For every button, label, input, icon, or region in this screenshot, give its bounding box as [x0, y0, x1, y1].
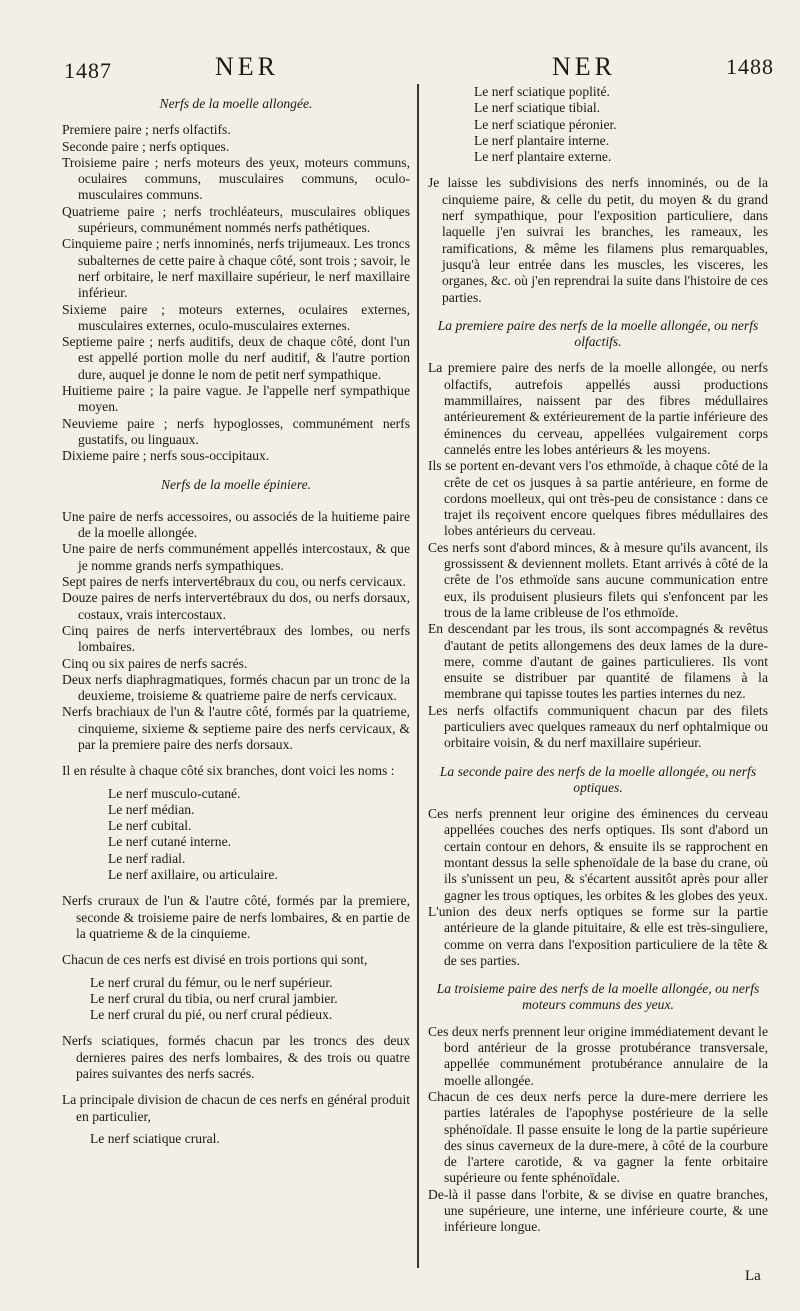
section-heading: Nerfs de la moelle allongée.	[159, 96, 313, 111]
spinal-entry: Nerfs brachiaux de l'un & l'autre côté, formés par la quatrieme, cinquieme, sixieme & septieme paire des nerfs cervicaux, & par la premiere paire des nerfs dorsaux.	[62, 704, 410, 752]
paragraph: Chacun de ces nerfs est divisé en trois portions qui sont,	[62, 952, 368, 968]
pair-entry: Troisieme paire ; nerfs moteurs des yeux, moteurs communs, oculaires communs, musculaires communs, oculo-musculaires communs.	[62, 154, 410, 203]
paragraph: Nerfs sciatiques, formés chacun par les troncs des deux dernieres paires des nerfs lombaires, & des trois ou quatre paires suivantes des nerfs sacrés.	[62, 1033, 410, 1082]
paragraph: Ces nerfs sont d'abord minces, & à mesure qu'ils avancent, ils grossissent & deviennent mollets. Etant arrivés à côté de la crête de l'os ethmoïde sans aucune communication entre eux, ils produisent plusieurs filets qui s'enfoncent par les trous de la lame cribleuse de l'os ethmoïde.	[428, 539, 768, 620]
list-item: Le nerf plantaire interne.	[474, 132, 610, 148]
page-number-left: 1487	[64, 58, 112, 83]
pair-entry: Dixieme paire ; nerfs sous-occipitaux.	[62, 448, 270, 464]
sciatic-first-list	[62, 1131, 410, 1147]
list-item: Le nerf plantaire externe.	[474, 149, 612, 165]
section-heading: La troisieme paire des nerfs de la moelle allongée, ou nerfs moteurs communs des yeux.	[436, 981, 760, 1013]
spinal-entry: Une paire de nerfs accessoires, ou associés de la huitieme paire de la moelle allongée.	[62, 508, 410, 541]
running-head-right: NER	[552, 52, 616, 81]
left-column	[62, 96, 410, 1147]
running-head-left: NER	[215, 52, 279, 81]
list-item: Le nerf crural du tibia, ou nerf crural jambier.	[90, 990, 338, 1006]
paragraph: Chacun de ces deux nerfs perce la dure-mere derriere les parties latérales de l'apophyse postérieure de la selle sphénoïdale. Il passe ensuite le long de la partie supérieure des sinus caverneux de la dure-mere, à côté de la courbure de l'artere carotide, & va gagner la fente orbitaire supérieure ou fente sphénoïdale.	[428, 1088, 768, 1186]
paragraph: Ils se portent en-devant vers l'os ethmoïde, à chaque côté de la crête de cet os jusques à sa partie antérieure, en forme de cordons moelleux, qui ont très-peu de consistance : dans ce trajet ils reçoivent encore quelques fibres médullaires des lobes antérieurs du cerveau.	[428, 458, 768, 539]
list-item: Le nerf cubital.	[108, 818, 192, 834]
list-item: Le nerf cutané interne.	[108, 834, 232, 850]
paragraph: Je laisse les subdivisions des nerfs innominés, ou de la cinquieme paire, & celle du petit, du moyen & du grand nerf sympathique, pour l'exposition particuliere, dans laquelle j'en suivrai les branches, les rameaux, les ramifications, & même les filamens plus remarquables, jusqu'à leur entrée dans les muscles, les visceres, les organes, &c. où j'en reprendrai la suite dans l'histoire de ces parties.	[428, 175, 768, 305]
spinal-entry: Douze paires de nerfs intervertébraux du dos, ou nerfs dorsaux, costaux, vrais intercostaux.	[62, 590, 410, 622]
pair-entry: Premiere paire ; nerfs olfactifs.	[62, 122, 231, 138]
pair-entry: Cinquieme paire ; nerfs innominés, nerfs trijumeaux. Les troncs subalternes de cette paire à chaque côté, sont trois ; savoir, le nerf orbitaire, le nerf maxillaire supérieur, le nerf maxillaire inférieur.	[62, 236, 410, 301]
spinal-entry: Cinq paires de nerfs intervertébraux des lombes, ou nerfs lombaires.	[62, 622, 410, 655]
list-item: Le nerf sciatique péronier.	[474, 116, 617, 132]
catchword: La	[745, 1268, 761, 1284]
paragraph: Il en résulte à chaque côté six branches, dont voici les noms :	[62, 763, 395, 779]
pair-entry: Septieme paire ; nerfs auditifs, deux de chaque côté, dont l'un est appellé portion molle du nerf auditif, & l'autre portion dure, auquel je donne le nom de petit nerf sympathique.	[62, 334, 410, 382]
pair-entry: Neuvieme paire ; nerfs hypoglosses, communément nerfs gustatifs, ou linguaux.	[62, 415, 410, 447]
paragraph: Ces deux nerfs prennent leur origine immédiatement devant le bord antérieur de la grosse protubérance transversale, appellée communément protubérance annulaire de la moelle allongée.	[428, 1023, 768, 1088]
spinal-entry: Deux nerfs diaphragmatiques, formés chacun par un tronc de la deuxieme, troisieme & quatrieme paire de nerfs cervicaux.	[62, 671, 410, 704]
section-heading: La premiere paire des nerfs de la moelle allongée, ou nerfs olfactifs.	[437, 317, 759, 350]
spinal-entry: Une paire de nerfs communément appellés intercostaux, & que je nomme grands nerfs sympathiques.	[62, 541, 410, 573]
list-item: Le nerf radial.	[108, 850, 186, 866]
list-item: Le nerf crural du pié, ou nerf crural pédieux.	[90, 1007, 333, 1023]
spinal-entry: Sept paires de nerfs intervertébraux du cou, ou nerfs cervicaux.	[62, 574, 406, 590]
list-item: Le nerf sciatique crural.	[90, 1130, 220, 1146]
sciatic-list	[428, 84, 768, 165]
pair-entry: Seconde paire ; nerfs optiques.	[62, 138, 230, 154]
paragraph: En descendant par les trous, ils sont accompagnés & revêtus d'autant de petits allongemens des deux lames de la dure-mere, comme d'autant de gaines particulieres. Ils vont ensuite se distribuer par quantité de filamens à la membrane qui tapisse toutes les parties internes du nez.	[428, 621, 768, 702]
spinal-entry: Cinq ou six paires de nerfs sacrés.	[62, 655, 248, 671]
column-divider	[417, 84, 419, 1268]
paragraph: Nerfs cruraux de l'un & l'autre côté, formés par la premiere, seconde & troisieme paire de nerfs lombaires, & en partie de la quatrieme & de la cinquieme.	[62, 893, 410, 941]
pair-entry: Quatrieme paire ; nerfs trochléateurs, musculaires obliques supérieurs, communément nommés nerfs pathétiques.	[62, 203, 410, 236]
section-heading: La seconde paire des nerfs de la moelle allongée, ou nerfs optiques.	[439, 763, 757, 795]
list-item: Le nerf médian.	[108, 801, 195, 817]
pair-entry: Sixieme paire ; moteurs externes, oculaires externes, musculaires externes, oculo-musculaires externes.	[62, 301, 410, 333]
section-heading: Nerfs de la moelle épiniere.	[160, 476, 312, 492]
pair-entry: Huitieme paire ; la paire vague. Je l'appelle nerf sympathique moyen.	[62, 383, 410, 415]
paragraph: L'union des deux nerfs optiques se forme sur la partie antérieure de la glande pituitaire, & elle est très-singuliere, comme on verra dans l'exposition particuliere de la tête & de ses parties.	[428, 903, 768, 968]
portion-list	[62, 975, 410, 1024]
page-number-right: 1488	[726, 54, 774, 79]
paragraph: Ces nerfs prennent leur origine des éminences du cerveau appellées couches des nerfs optiques. Ils sont d'abord un certain contour en dehors, & ensuite ils se rapprochent en montant dessus la selle sphenoïdale de la base du crane, où ils s'unissent un peu, & s'écartent aussitôt après pour aller gagner les trous optiques, les orbites & les globes des yeux.	[428, 806, 768, 903]
page-header	[0, 52, 800, 86]
list-item: Le nerf sciatique poplité.	[474, 84, 610, 99]
paragraph: Les nerfs olfactifs communiquent chacun par des filets particuliers avec quelques rameaux du nerf ophtalmique ou orbitaire voisin, & du nerf maxillaire supérieur.	[428, 702, 768, 751]
list-item: Le nerf axillaire, ou articulaire.	[108, 867, 278, 883]
branch-list	[62, 786, 410, 884]
paragraph: La premiere paire des nerfs de la moelle allongée, ou nerfs olfactifs, autrefois appellés aussi productions mammillaires, naissent par des fibres médullaires antérieurement & extérieurement de la partie inférieure des éminences du cerveau, appellées vulgairement corps cannelés entre les lobes antérieurs & les moyens.	[428, 360, 768, 457]
paragraph: La principale division de chacun de ces nerfs en général produit en particulier,	[62, 1092, 410, 1124]
list-item: Le nerf musculo-cutané.	[108, 785, 241, 801]
list-item: Le nerf sciatique tibial.	[474, 100, 601, 116]
list-item: Le nerf crural du fémur, ou le nerf supérieur.	[90, 974, 333, 990]
right-column	[428, 84, 768, 1236]
paragraph: De-là il passe dans l'orbite, & se divise en quatre branches, une supérieure, une interne, une inférieure courte, & une inférieure longue.	[428, 1186, 768, 1235]
